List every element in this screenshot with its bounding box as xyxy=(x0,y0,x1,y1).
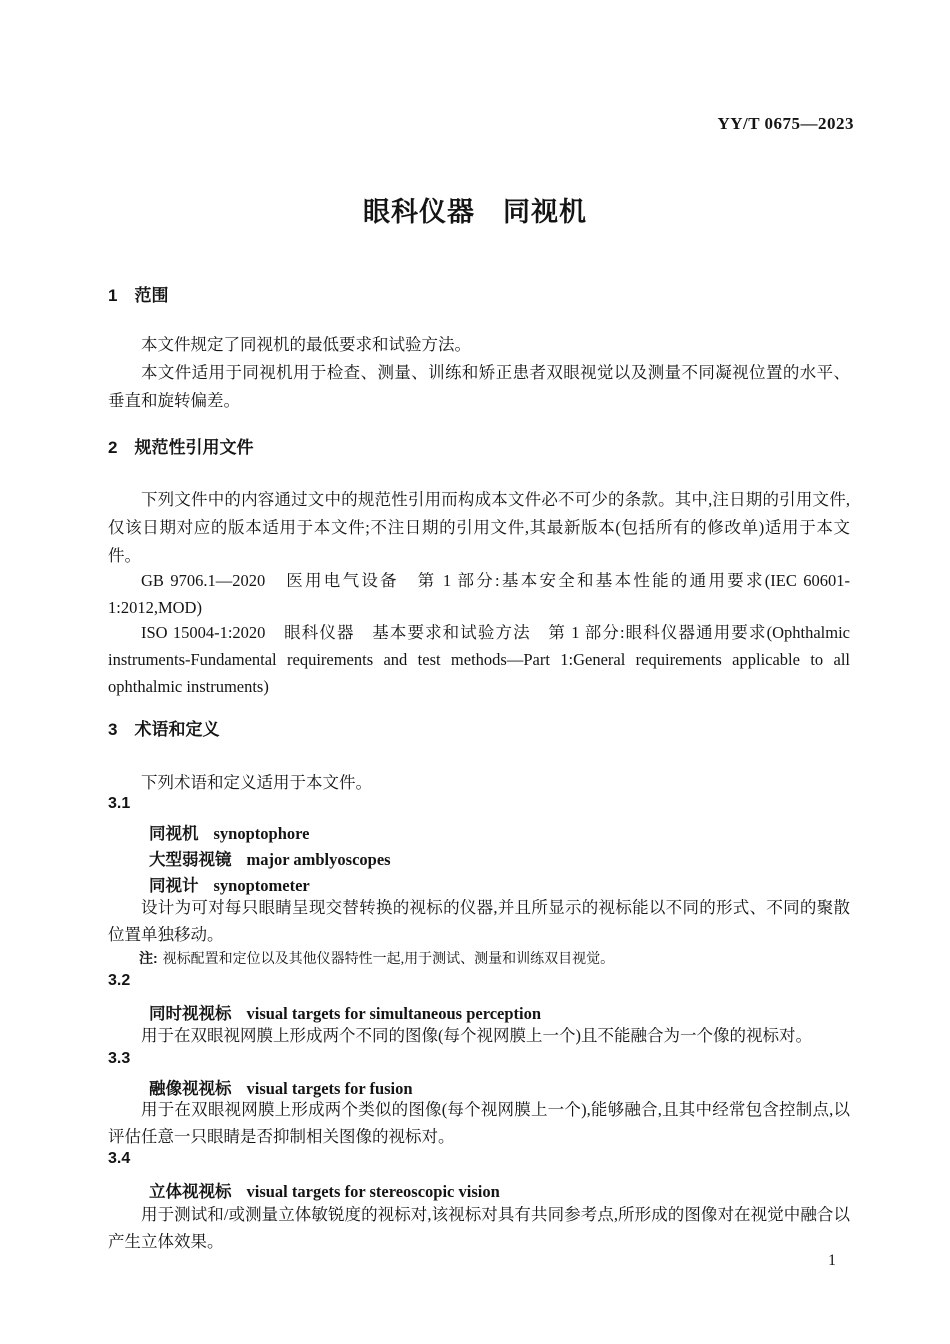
term-zh: 融像视视标 xyxy=(149,1080,232,1098)
term-entry xyxy=(108,847,850,873)
term-entry xyxy=(108,821,850,847)
term-definition: 设计为可对每只眼睛呈现交替转换的视标的仪器,并且所显示的视标能以不同的形式、不同的聚散位置单独移动。 xyxy=(108,898,850,944)
section-3-number: 3 xyxy=(108,720,118,739)
term-group xyxy=(108,821,850,899)
term-zh: 同视计 xyxy=(149,877,199,895)
clause-number: 3.3 xyxy=(108,1050,131,1067)
term-en: visual targets for simultaneous perception xyxy=(246,1004,542,1023)
section-3-heading xyxy=(108,719,850,741)
section-2-title: 规范性引用文件 xyxy=(134,438,254,457)
term-en: synoptophore xyxy=(213,824,310,843)
term-zh: 同时视视标 xyxy=(149,1005,232,1023)
section-1-title: 范围 xyxy=(134,286,169,305)
term-zh: 同视机 xyxy=(149,825,199,843)
section-3-intro: 下列术语和定义适用于本文件。 xyxy=(141,773,372,792)
term-en: visual targets for stereoscopic vision xyxy=(246,1182,500,1201)
section-1-number: 1 xyxy=(108,286,118,305)
normative-reference: GB 9706.1—2020 医用电气设备 第 1 部分:基本安全和基本性能的通用要求(IEC 60601-1:2012,MOD) xyxy=(108,571,850,617)
term-definition: 用于在双眼视网膜上形成两个不同的图像(每个视网膜上一个)且不能融合为一个像的视标对。 xyxy=(141,1026,812,1045)
normative-reference: ISO 15004-1:2020 眼科仪器 基本要求和试验方法 第 1 部分:眼科仪器通用要求(Ophthalmic instruments-Fundamental requirements and test methods—Part 1:General requirements applicable to all ophthalmic instruments) xyxy=(108,623,850,696)
page-number: 1 xyxy=(828,1252,836,1269)
term-zh: 大型弱视镜 xyxy=(149,851,232,869)
clause-number: 3.2 xyxy=(108,972,131,989)
section-1-paragraph: 本文件适用于同视机用于检查、测量、训练和矫正患者双眼视觉以及测量不同凝视位置的水平、垂直和旋转偏差。 xyxy=(108,363,850,410)
term-en: visual targets for fusion xyxy=(246,1079,413,1098)
note-text: 视标配置和定位以及其他仪器特性一起,用于测试、测量和训练双目视觉。 xyxy=(162,952,615,967)
section-1-paragraph: 本文件规定了同视机的最低要求和试验方法。 xyxy=(141,335,471,354)
term-definition: 用于在双眼视网膜上形成两个类似的图像(每个视网膜上一个),能够融合,且其中经常包含控制点,以评估任意一只眼睛是否抑制相关图像的视标对。 xyxy=(108,1100,850,1146)
standard-number: YY/T 0675—2023 xyxy=(717,114,854,133)
term-en: synoptometer xyxy=(213,876,310,895)
term-zh: 立体视视标 xyxy=(149,1183,232,1201)
document-title: 眼科仪器 同视机 xyxy=(363,197,587,227)
section-2-number: 2 xyxy=(108,438,118,457)
term-note xyxy=(108,948,881,970)
term-en: major amblyoscopes xyxy=(246,850,391,869)
term-definition: 用于测试和/或测量立体敏锐度的视标对,该视标对具有共同参考点,所形成的图像对在视觉中融合以产生立体效果。 xyxy=(108,1205,850,1251)
section-2-intro: 下列文件中的内容通过文中的规范性引用而构成本文件必不可少的条款。其中,注日期的引用文件,仅该日期对应的版本适用于本文件;不注日期的引用文件,其最新版本(包括所有的修改单)适用于本文件。 xyxy=(108,490,850,565)
clause-number: 3.1 xyxy=(108,795,131,812)
clause-number: 3.4 xyxy=(108,1150,131,1167)
section-2-heading xyxy=(108,437,850,459)
note-label: 注: xyxy=(139,950,158,966)
section-1-heading xyxy=(108,285,850,307)
section-3-title: 术语和定义 xyxy=(134,720,220,739)
